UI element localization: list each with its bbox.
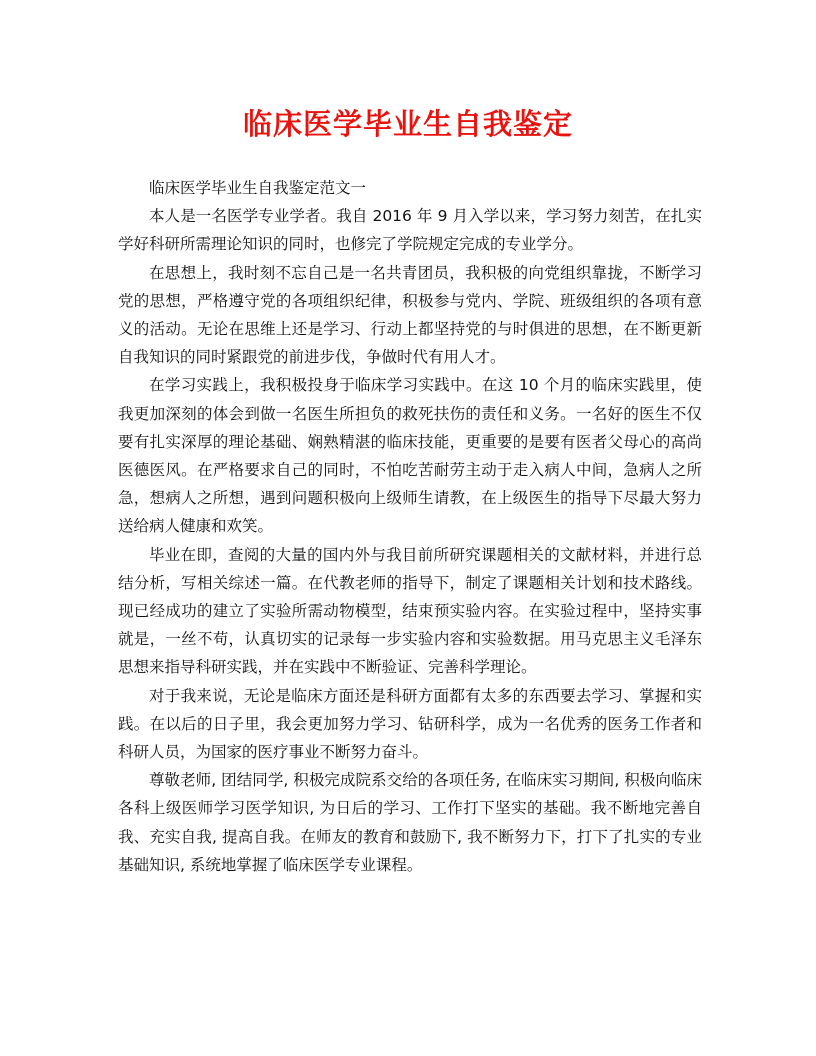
paragraph: 尊敬老师, 团结同学, 积极完成院系交给的各项任务, 在临床实习期间, 积极向临床各科上级医师学习医学知识, 为日后的学习、工作打下坚实的基础。我不断地完善自我、充实自我, 提高自我。在师友的教育和鼓励下, 我不断努力下，打下了扎实的专业基础知识, 系统地掌握了临床医学专业课程。 xyxy=(118,771,702,874)
paragraph: 对于我来说，无论是临床方面还是科研方面都有太多的东西要去学习、掌握和实践。在以后的日子里，我会更加努力学习、钻研科学，成为一名优秀的医务工作者和科研人员，为国家的医疗事业不断努力奋斗。 xyxy=(118,686,702,762)
section-subtitle: 临床医学毕业生自我鉴定范文一 xyxy=(149,179,367,197)
paragraph: 本人是一名医学专业学者。我自 2016 年 9 月入学以来，学习努力刻苦，在扎实学好科研所需理论知识的同时，也修完了学院规定完成的专业学分。 xyxy=(118,207,702,254)
paragraph: 在思想上，我时刻不忘自己是一名共青团员，我积极的向党组织靠拢，不断学习党的思想，严格遵守党的各项组织纪律，积极参与党内、学院、班级组织的各项有意义的活动。无论在思维上还是学习、行动上都坚持党的与时俱进的思想，在不断更新自我知识的同时紧跟党的前进步伐，争做时代有用人才。 xyxy=(118,263,702,367)
document-body xyxy=(118,174,702,879)
paragraph: 在学习实践上，我积极投身于临床学习实践中。在这 10 个月的临床实践里，使我更加深刻的体会到做一名医生所担负的救死扶伤的责任和义务。一名好的医生不仅要有扎实深厚的理论基础、娴熟精湛的临床技能，更重要的是要有医者父母心的高尚医德医风。在严格要求自己的同时，不怕吃苦耐劳主动于走入病人中间，急病人之所急，想病人之所想，遇到问题积极向上级师生请教，在上级医生的指导下尽最大努力送给病人健康和欢笑。 xyxy=(118,376,702,536)
paragraph: 毕业在即，查阅的大量的国内外与我目前所研究课题相关的文献材料，并进行总结分析，写相关综述一篇。在代教老师的指导下，制定了课题相关计划和技术路线。现已经成功的建立了实验所需动物模型，结束预实验内容。在实验过程中，坚持实事就是，一丝不苟，认真切实的记录每一步实验内容和实验数据。用马克思主义毛泽东思想来指导科研实践，并在实践中不断验证、完善科学理论。 xyxy=(118,545,702,677)
document-title: 临床医学毕业生自我鉴定 xyxy=(242,107,573,141)
